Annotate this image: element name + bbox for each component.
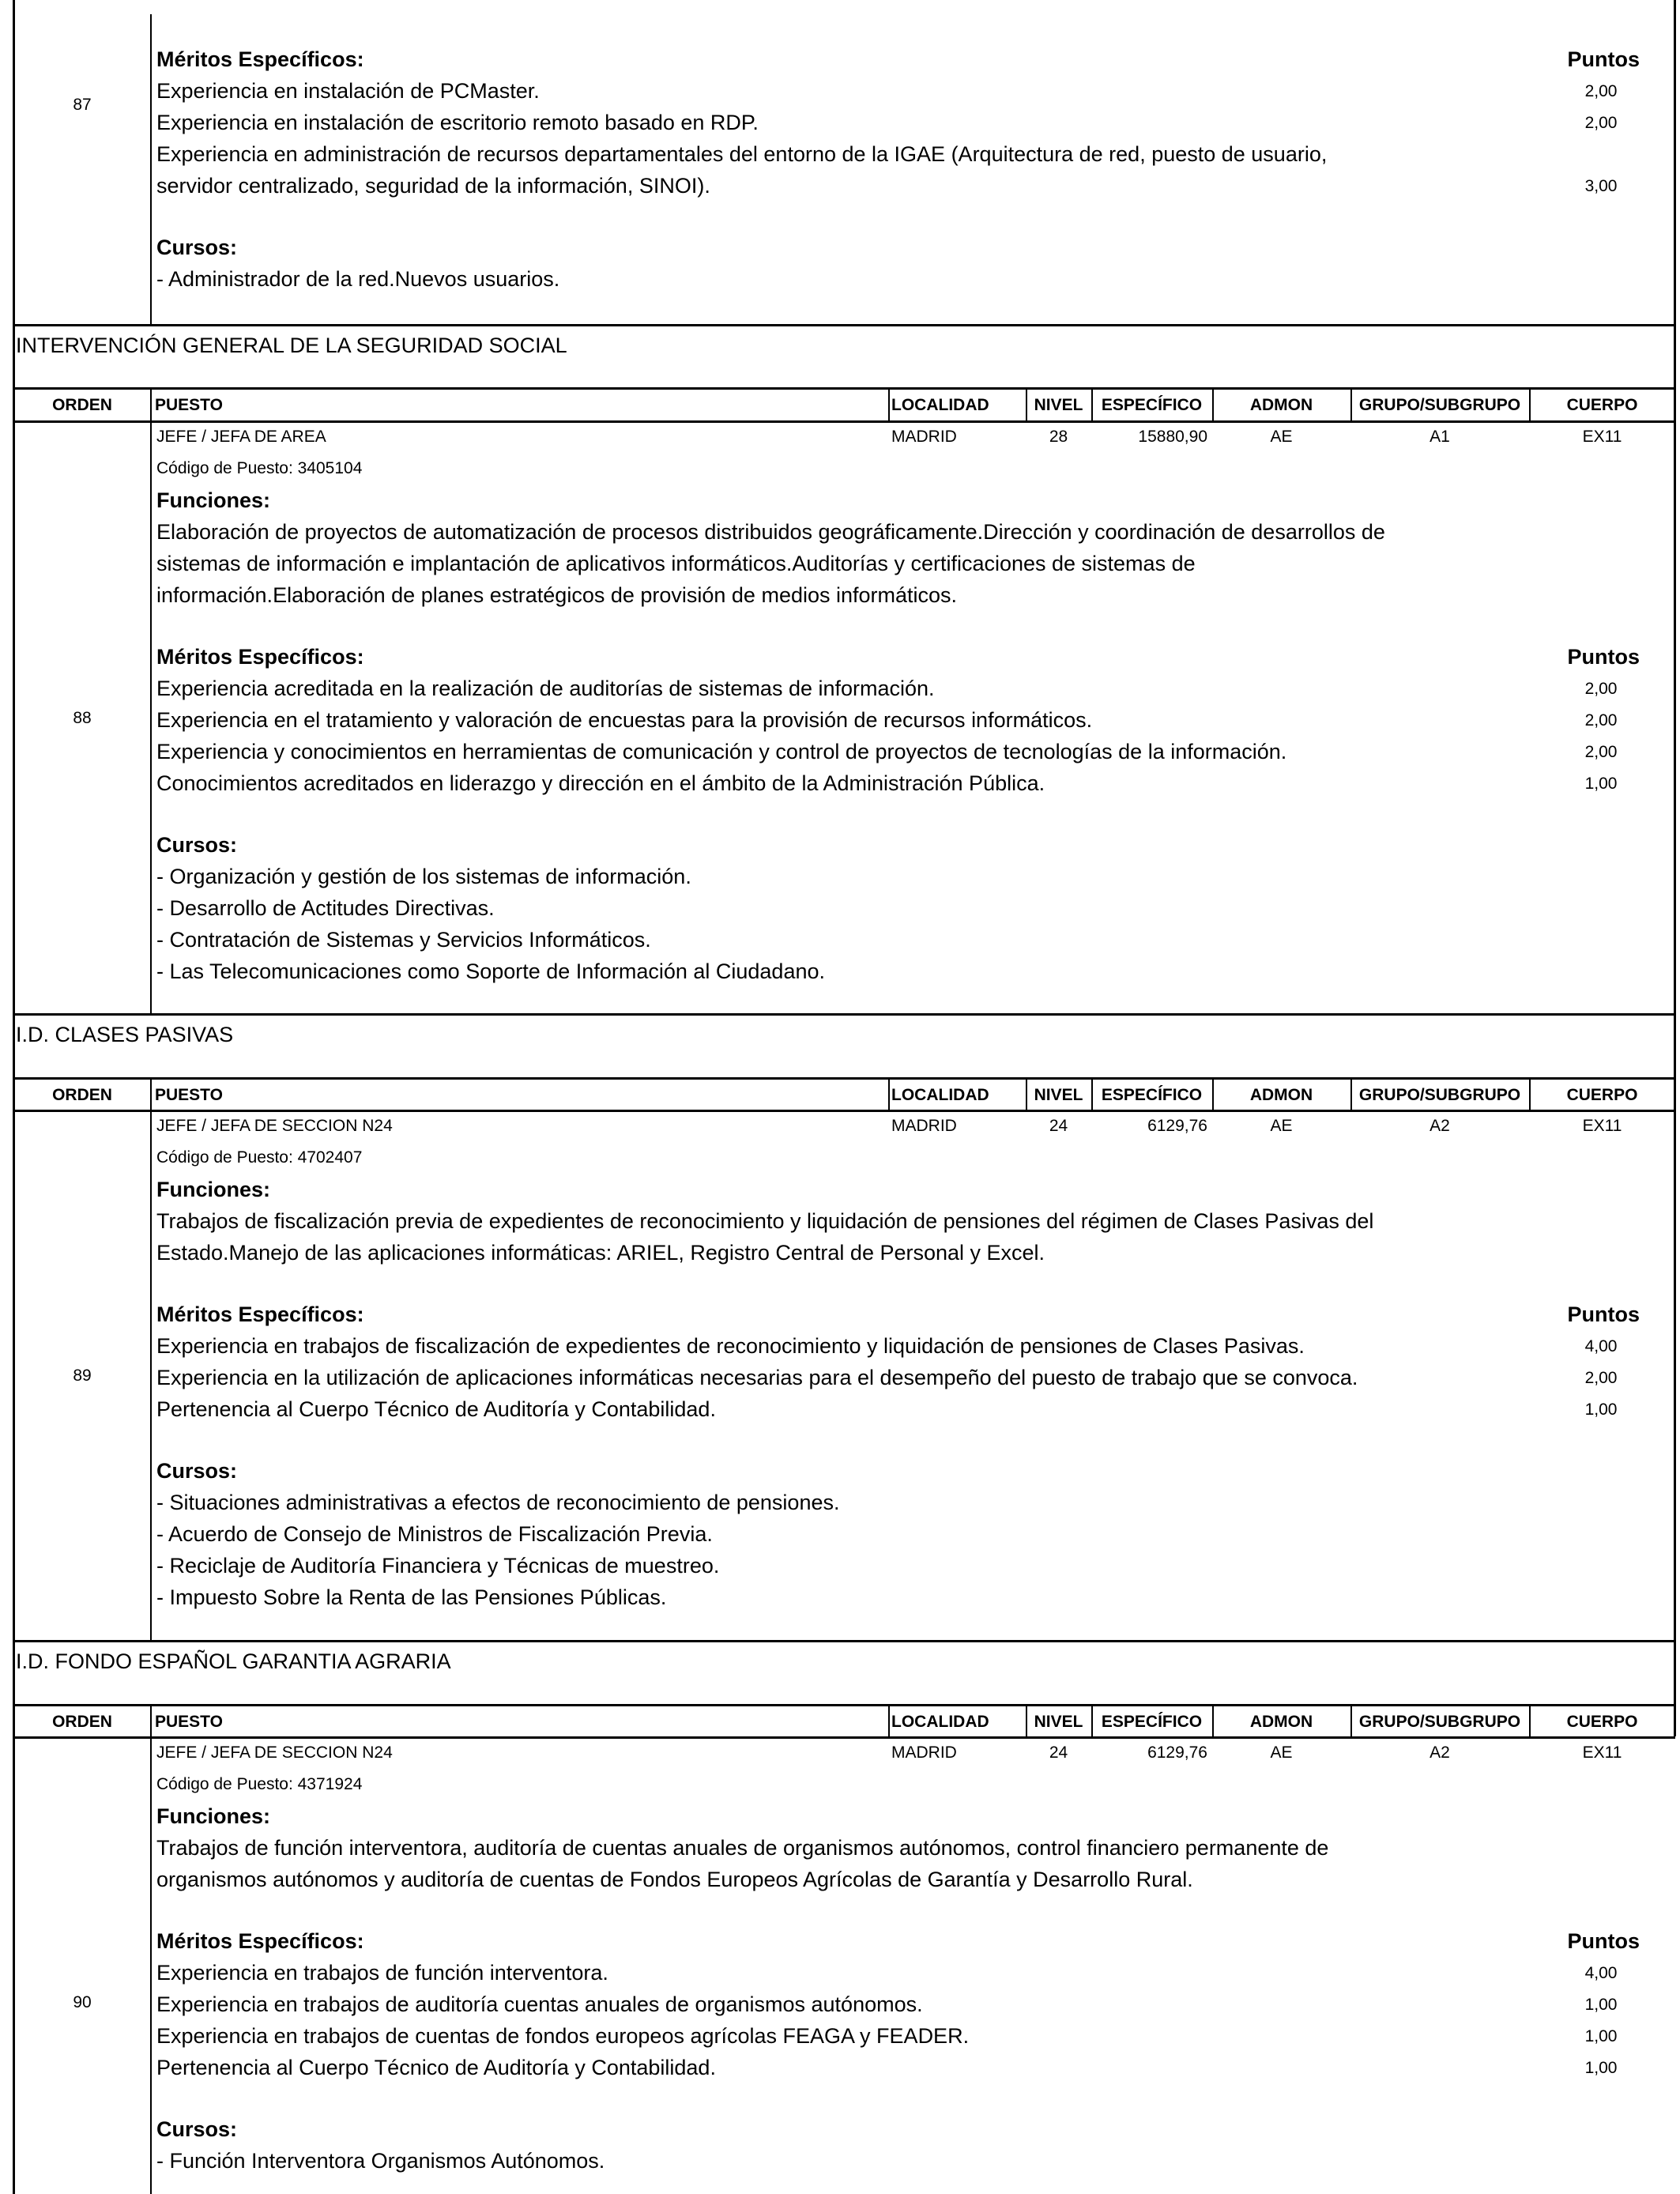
header-top-rule	[14, 1704, 1675, 1706]
left-border	[13, 1110, 15, 1640]
section3-funcion-line: Trabajos de función interventora, auditoría de cuentas anuales de organismos autónomos, control financiero permanente de	[156, 1836, 1329, 1860]
section3-header-orden: ORDEN	[52, 1713, 112, 1731]
section1-curso-item: - Contratación de Sistemas y Servicios Informáticos.	[156, 928, 651, 952]
section3-header-localidad: LOCALIDAD	[891, 1713, 989, 1731]
entry87-meritos-label: Méritos Específicos:	[156, 47, 364, 71]
section1-curso-item: - Las Telecomunicaciones como Soporte de Información al Ciudadano.	[156, 959, 825, 983]
section1-meritos-label: Méritos Específicos:	[156, 645, 364, 669]
orden-divider	[150, 420, 152, 1013]
section2-codigo: Código de Puesto: 4702407	[156, 1148, 363, 1167]
section2-curso-item: - Situaciones administrativas a efectos de reconocimiento de pensiones.	[156, 1491, 840, 1514]
section2-meritos-label: Méritos Específicos:	[156, 1302, 364, 1326]
section1-especifico: 15880,90	[1138, 428, 1207, 446]
header-column-divider	[888, 387, 890, 420]
section3-funcion-line: organismos autónomos y auditoría de cuentas de Fondos Europeos Agrícolas de Garantía y Desarrollo Rural.	[156, 1868, 1193, 1891]
orden-divider	[150, 1736, 152, 2194]
right-border	[1674, 1110, 1676, 1640]
section3-puesto: JEFE / JEFA DE SECCION N24	[156, 1744, 393, 1762]
section1-curso-item: - Desarrollo de Actitudes Directivas.	[156, 896, 495, 920]
orden-divider	[150, 14, 152, 324]
header-bottom-rule	[14, 420, 1675, 423]
left-border	[13, 0, 15, 324]
section1-cuerpo: EX11	[1582, 428, 1622, 446]
section3-merito-points: 1,00	[1584, 1996, 1618, 2014]
section3-localidad: MADRID	[891, 1744, 957, 1762]
section2-curso-item: - Impuesto Sobre la Renta de las Pensiones Públicas.	[156, 1585, 667, 1609]
section2-curso-item: - Acuerdo de Consejo de Ministros de Fiscalización Previa.	[156, 1522, 713, 1546]
section1-header-cuerpo: CUERPO	[1566, 396, 1638, 414]
section2-curso-item: - Reciclaje de Auditoría Financiera y Técnicas de muestreo.	[156, 1554, 720, 1578]
entry87-merito-points: 2,00	[1584, 114, 1618, 132]
section2-header-especifico: ESPECÍFICO	[1101, 1086, 1203, 1104]
right-border	[1674, 1640, 1676, 1704]
entry87-merito-item: Experiencia en instalación de PCMaster.	[156, 79, 540, 103]
section3-title: I.D. FONDO ESPAÑOL GARANTIA AGRARIA	[16, 1649, 451, 1673]
orden-divider	[150, 1110, 152, 1640]
section1-codigo: Código de Puesto: 3405104	[156, 459, 363, 477]
section1-funciones-label: Funciones:	[156, 488, 271, 512]
section1-header-admon: ADMON	[1249, 396, 1313, 414]
header-top-rule	[14, 1077, 1675, 1080]
header-column-divider	[150, 1077, 152, 1110]
section1-header-nivel: NIVEL	[1034, 396, 1083, 414]
right-border	[1674, 1013, 1676, 1077]
section1-merito-item: Experiencia y conocimientos en herramientas de comunicación y control de proyectos de tecnologías de la información.	[156, 740, 1287, 763]
section2-merito-points: 2,00	[1584, 1369, 1618, 1387]
section2-especifico: 6129,76	[1147, 1117, 1207, 1135]
section3-merito-item: Experiencia en trabajos de auditoría cuentas anuales de organismos autónomos.	[156, 1992, 923, 2016]
section2-funciones-label: Funciones:	[156, 1178, 271, 1201]
section2-header-grupo: GRUPO/SUBGRUPO	[1358, 1086, 1521, 1104]
section1-merito-points: 2,00	[1584, 711, 1618, 729]
section1-merito-points: 1,00	[1584, 775, 1618, 793]
section3-merito-points: 1,00	[1584, 2027, 1618, 2045]
section2-header-cuerpo: CUERPO	[1566, 1086, 1638, 1104]
section2-funcion-line: Estado.Manejo de las aplicaciones informáticas: ARIEL, Registro Central de Personal y Excel.	[156, 1241, 1045, 1265]
entry87-merito-points: 2,00	[1584, 82, 1618, 100]
left-border	[13, 420, 15, 1013]
section3-header-puesto: PUESTO	[155, 1713, 223, 1731]
section3-header-especifico: ESPECÍFICO	[1101, 1713, 1203, 1731]
section3-header-admon: ADMON	[1249, 1713, 1313, 1731]
section3-header-nivel: NIVEL	[1034, 1713, 1083, 1731]
section3-grupo: A2	[1430, 1744, 1450, 1762]
section3-nivel: 24	[1049, 1744, 1068, 1762]
entry87-orden: 87	[73, 96, 92, 114]
section2-header-nivel: NIVEL	[1034, 1086, 1083, 1104]
entry87-merito-item: Experiencia en instalación de escritorio remoto basado en RDP.	[156, 111, 759, 134]
section3-orden: 90	[73, 1993, 92, 2011]
section1-merito-item: Conocimientos acreditados en liderazgo y dirección en el ámbito de la Administración Pública.	[156, 771, 1045, 795]
section1-cursos-label: Cursos:	[156, 833, 238, 857]
section1-header-localidad: LOCALIDAD	[891, 396, 989, 414]
right-border	[1674, 0, 1676, 324]
header-column-divider	[150, 1704, 152, 1736]
section3-cursos-label: Cursos:	[156, 2117, 238, 2141]
section3-header-grupo: GRUPO/SUBGRUPO	[1358, 1713, 1521, 1731]
section2-nivel: 24	[1049, 1117, 1068, 1135]
section1-grupo: A1	[1430, 428, 1450, 446]
section1-curso-item: - Organización y gestión de los sistemas de información.	[156, 865, 691, 888]
section1-merito-item: Experiencia en el tratamiento y valoración de encuestas para la provisión de recursos informáticos.	[156, 708, 1093, 732]
section2-funcion-line: Trabajos de fiscalización previa de expedientes de reconocimiento y liquidación de pensiones del régimen de Clases Pasivas del	[156, 1209, 1374, 1233]
section2-puntos-label: Puntos	[1567, 1302, 1640, 1326]
header-column-divider	[888, 1077, 890, 1110]
section2-merito-item: Experiencia en trabajos de fiscalización de expedientes de reconocimiento y liquidación de pensiones de Clases Pasivas.	[156, 1334, 1305, 1358]
section1-header-puesto: PUESTO	[155, 396, 223, 414]
section2-merito-points: 1,00	[1584, 1400, 1618, 1419]
section3-curso-item: - Función Interventora Organismos Autónomos.	[156, 2149, 605, 2173]
section2-orden: 89	[73, 1367, 92, 1385]
section3-merito-item: Pertenencia al Cuerpo Técnico de Auditoría y Contabilidad.	[156, 2056, 716, 2079]
section2-localidad: MADRID	[891, 1117, 957, 1135]
section2-merito-item: Pertenencia al Cuerpo Técnico de Auditoría y Contabilidad.	[156, 1397, 716, 1421]
header-column-divider	[888, 1704, 890, 1736]
section3-merito-points: 4,00	[1584, 1964, 1618, 1982]
section2-cuerpo: EX11	[1582, 1117, 1622, 1135]
header-column-divider	[150, 387, 152, 420]
entry87-merito-points: 3,00	[1584, 177, 1618, 195]
section2-merito-item: Experiencia en la utilización de aplicaciones informáticas necesarias para el desempeño del puesto de trabajo que se convoca.	[156, 1366, 1358, 1389]
section3-header-cuerpo: CUERPO	[1566, 1713, 1638, 1731]
section1-title: INTERVENCIÓN GENERAL DE LA SEGURIDAD SOCIAL	[16, 334, 567, 357]
header-top-rule	[14, 387, 1675, 390]
section2-header-orden: ORDEN	[52, 1086, 112, 1104]
section3-meritos-label: Méritos Específicos:	[156, 1929, 364, 1953]
section1-merito-points: 2,00	[1584, 743, 1618, 761]
section1-nivel: 28	[1049, 428, 1068, 446]
section3-codigo: Código de Puesto: 4371924	[156, 1775, 363, 1793]
left-border	[13, 1013, 15, 1077]
section1-funcion-line: Elaboración de proyectos de automatización de procesos distribuidos geográficamente.Dirección y coordinación de desarrollos de	[156, 520, 1385, 544]
section1-header-orden: ORDEN	[52, 396, 112, 414]
section1-funcion-line: información.Elaboración de planes estratégicos de provisión de medios informáticos.	[156, 583, 958, 607]
section2-admon: AE	[1270, 1117, 1293, 1135]
section1-localidad: MADRID	[891, 428, 957, 446]
section3-cuerpo: EX11	[1582, 1744, 1622, 1762]
entry87-cursos-label: Cursos:	[156, 236, 238, 259]
section-rule	[14, 1640, 1675, 1642]
section-rule	[14, 1013, 1675, 1016]
section3-merito-item: Experiencia en trabajos de función interventora.	[156, 1961, 608, 1985]
section2-merito-points: 4,00	[1584, 1337, 1618, 1355]
section1-puesto: JEFE / JEFA DE AREA	[156, 428, 326, 446]
section3-especifico: 6129,76	[1147, 1744, 1207, 1762]
section2-title: I.D. CLASES PASIVAS	[16, 1023, 234, 1046]
section1-admon: AE	[1270, 428, 1293, 446]
section2-header-puesto: PUESTO	[155, 1086, 223, 1104]
section3-puntos-label: Puntos	[1567, 1929, 1640, 1953]
section2-header-admon: ADMON	[1249, 1086, 1313, 1104]
left-border	[13, 1640, 15, 1704]
section3-merito-points: 1,00	[1584, 2059, 1618, 2077]
section2-grupo: A2	[1430, 1117, 1450, 1135]
entry87-puntos-label: Puntos	[1567, 47, 1640, 71]
entry87-curso-item: - Administrador de la red.Nuevos usuarios.	[156, 267, 560, 291]
section-rule	[14, 324, 1675, 326]
entry87-merito-item: Experiencia en administración de recursos departamentales del entorno de la IGAE (Arquitectura de red, puesto de usuario,	[156, 142, 1328, 166]
section1-header-grupo: GRUPO/SUBGRUPO	[1358, 396, 1521, 414]
section3-admon: AE	[1270, 1744, 1293, 1762]
section2-puesto: JEFE / JEFA DE SECCION N24	[156, 1117, 393, 1135]
section3-funciones-label: Funciones:	[156, 1804, 271, 1828]
header-bottom-rule	[14, 1110, 1675, 1112]
right-border	[1674, 420, 1676, 1013]
section3-merito-item: Experiencia en trabajos de cuentas de fondos europeos agrícolas FEAGA y FEADER.	[156, 2024, 970, 2048]
section1-merito-item: Experiencia acreditada en la realización de auditorías de sistemas de información.	[156, 677, 935, 700]
section2-header-localidad: LOCALIDAD	[891, 1086, 989, 1104]
entry87-merito-item: servidor centralizado, seguridad de la información, SINOI).	[156, 174, 710, 198]
section1-merito-points: 2,00	[1584, 680, 1618, 698]
section1-orden: 88	[73, 709, 92, 727]
left-border	[13, 1736, 15, 2194]
section1-funcion-line: sistemas de información e implantación de aplicativos informáticos.Auditorías y certificaciones de sistemas de	[156, 552, 1196, 575]
section1-header-especifico: ESPECÍFICO	[1101, 396, 1203, 414]
section1-puntos-label: Puntos	[1567, 645, 1640, 669]
header-bottom-rule	[14, 1736, 1675, 1739]
right-border	[1674, 324, 1676, 387]
left-border	[13, 324, 15, 387]
section2-cursos-label: Cursos:	[156, 1459, 238, 1483]
